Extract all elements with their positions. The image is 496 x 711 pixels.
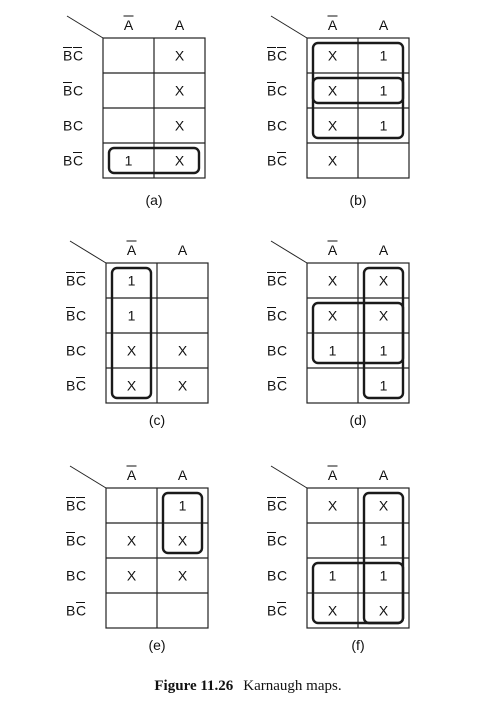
cell-value: X <box>177 567 188 584</box>
row-label: B <box>63 117 73 134</box>
cell-value: X <box>177 377 188 394</box>
column-label: A <box>126 467 137 483</box>
cell-value: X <box>378 602 389 619</box>
row-label: B <box>66 342 76 359</box>
row-label: C <box>277 117 288 134</box>
column-label: A <box>126 242 137 258</box>
cell-value: 1 <box>379 342 388 359</box>
row-label: C <box>73 82 84 99</box>
cell-value: X <box>174 82 185 99</box>
row-label: B <box>267 602 277 619</box>
row-label: C <box>76 342 87 359</box>
row-label: B <box>267 567 277 584</box>
row-label: B <box>66 272 76 289</box>
row-label: B <box>267 532 277 549</box>
cell-value: X <box>327 47 338 64</box>
row-label: C <box>76 377 87 394</box>
row-label: B <box>267 307 277 324</box>
cell-value: X <box>327 602 338 619</box>
subfigure-label: (d) <box>349 412 367 428</box>
cell-value: X <box>177 342 188 359</box>
cell-value: X <box>327 497 338 514</box>
corner-diagonal <box>70 466 106 488</box>
cell-value: 1 <box>124 152 133 169</box>
corner-diagonal <box>271 466 307 488</box>
row-label: C <box>73 152 84 169</box>
cell-value: X <box>327 82 338 99</box>
row-label: B <box>63 47 73 64</box>
row-label: C <box>73 117 84 134</box>
row-label: C <box>277 307 288 324</box>
figure-caption-text: Karnaugh maps. <box>243 678 342 694</box>
column-label: A <box>327 242 338 258</box>
column-label: A <box>123 17 134 33</box>
cell-value: 1 <box>328 342 337 359</box>
row-label: B <box>66 567 76 584</box>
column-label: A <box>327 17 338 33</box>
row-label: C <box>277 532 288 549</box>
row-label: C <box>277 602 288 619</box>
kmap-4 <box>66 466 208 653</box>
cell-value: 1 <box>127 272 136 289</box>
figure-caption <box>0 678 496 695</box>
subfigure-label: (f) <box>351 637 365 653</box>
row-label: B <box>267 377 277 394</box>
cell-value: 1 <box>379 47 388 64</box>
row-label: C <box>277 497 288 514</box>
cell-value: X <box>174 152 185 169</box>
column-label: A <box>378 17 389 33</box>
row-label: B <box>267 152 277 169</box>
subfigure-label: (b) <box>349 192 367 208</box>
row-label: B <box>66 532 76 549</box>
cell-value: X <box>126 567 137 584</box>
column-label: A <box>174 17 185 33</box>
row-label: C <box>277 342 288 359</box>
row-label: C <box>277 567 288 584</box>
row-label: C <box>277 47 288 64</box>
kmap-3 <box>267 241 409 428</box>
row-label: B <box>66 307 76 324</box>
cell-value: 1 <box>127 307 136 324</box>
row-label: C <box>277 152 288 169</box>
cell-value: 1 <box>328 567 337 584</box>
row-label: C <box>76 602 87 619</box>
column-label: A <box>327 467 338 483</box>
row-label: B <box>63 82 73 99</box>
row-label: B <box>63 152 73 169</box>
cell-value: 1 <box>379 82 388 99</box>
kmap-2 <box>66 241 208 428</box>
row-label: C <box>277 272 288 289</box>
row-label: C <box>76 532 87 549</box>
row-label: B <box>267 342 277 359</box>
row-label: B <box>66 377 76 394</box>
row-label: C <box>277 377 288 394</box>
cell-value: X <box>378 497 389 514</box>
corner-diagonal <box>271 241 307 263</box>
kmap-0 <box>63 16 205 208</box>
cell-value: X <box>327 307 338 324</box>
cell-value: X <box>174 47 185 64</box>
row-label: C <box>76 497 87 514</box>
cell-value: 1 <box>178 497 187 514</box>
column-label: A <box>177 242 188 258</box>
row-label: B <box>267 117 277 134</box>
row-label: B <box>267 497 277 514</box>
cell-value: X <box>174 117 185 134</box>
cell-value: X <box>327 152 338 169</box>
cell-value: X <box>378 272 389 289</box>
row-label: B <box>66 602 76 619</box>
kmap-5 <box>267 466 409 653</box>
row-label: C <box>73 47 84 64</box>
subfigure-label: (c) <box>148 412 166 428</box>
subfigure-label: (e) <box>148 637 166 653</box>
row-label: B <box>267 47 277 64</box>
cell-value: X <box>177 532 188 549</box>
figure-number: Figure 11.26 <box>154 678 234 694</box>
corner-diagonal <box>271 16 307 38</box>
cell-value: 1 <box>379 567 388 584</box>
row-label: C <box>76 307 87 324</box>
cell-value: 1 <box>379 377 388 394</box>
row-label: C <box>76 272 87 289</box>
row-label: C <box>277 82 288 99</box>
row-label: B <box>66 497 76 514</box>
kmap-1 <box>267 16 409 208</box>
cell-value: X <box>378 307 389 324</box>
row-label: B <box>267 82 277 99</box>
column-label: A <box>177 467 188 483</box>
corner-diagonal <box>70 241 106 263</box>
column-label: A <box>378 467 389 483</box>
column-label: A <box>378 242 389 258</box>
cell-value: X <box>126 532 137 549</box>
row-label: C <box>76 567 87 584</box>
cell-value: X <box>327 272 338 289</box>
cell-value: 1 <box>379 117 388 134</box>
cell-value: X <box>126 342 137 359</box>
cell-value: X <box>327 117 338 134</box>
subfigure-label: (a) <box>145 192 163 208</box>
row-label: B <box>267 272 277 289</box>
corner-diagonal <box>67 16 103 38</box>
cell-value: X <box>126 377 137 394</box>
cell-value: 1 <box>379 532 388 549</box>
